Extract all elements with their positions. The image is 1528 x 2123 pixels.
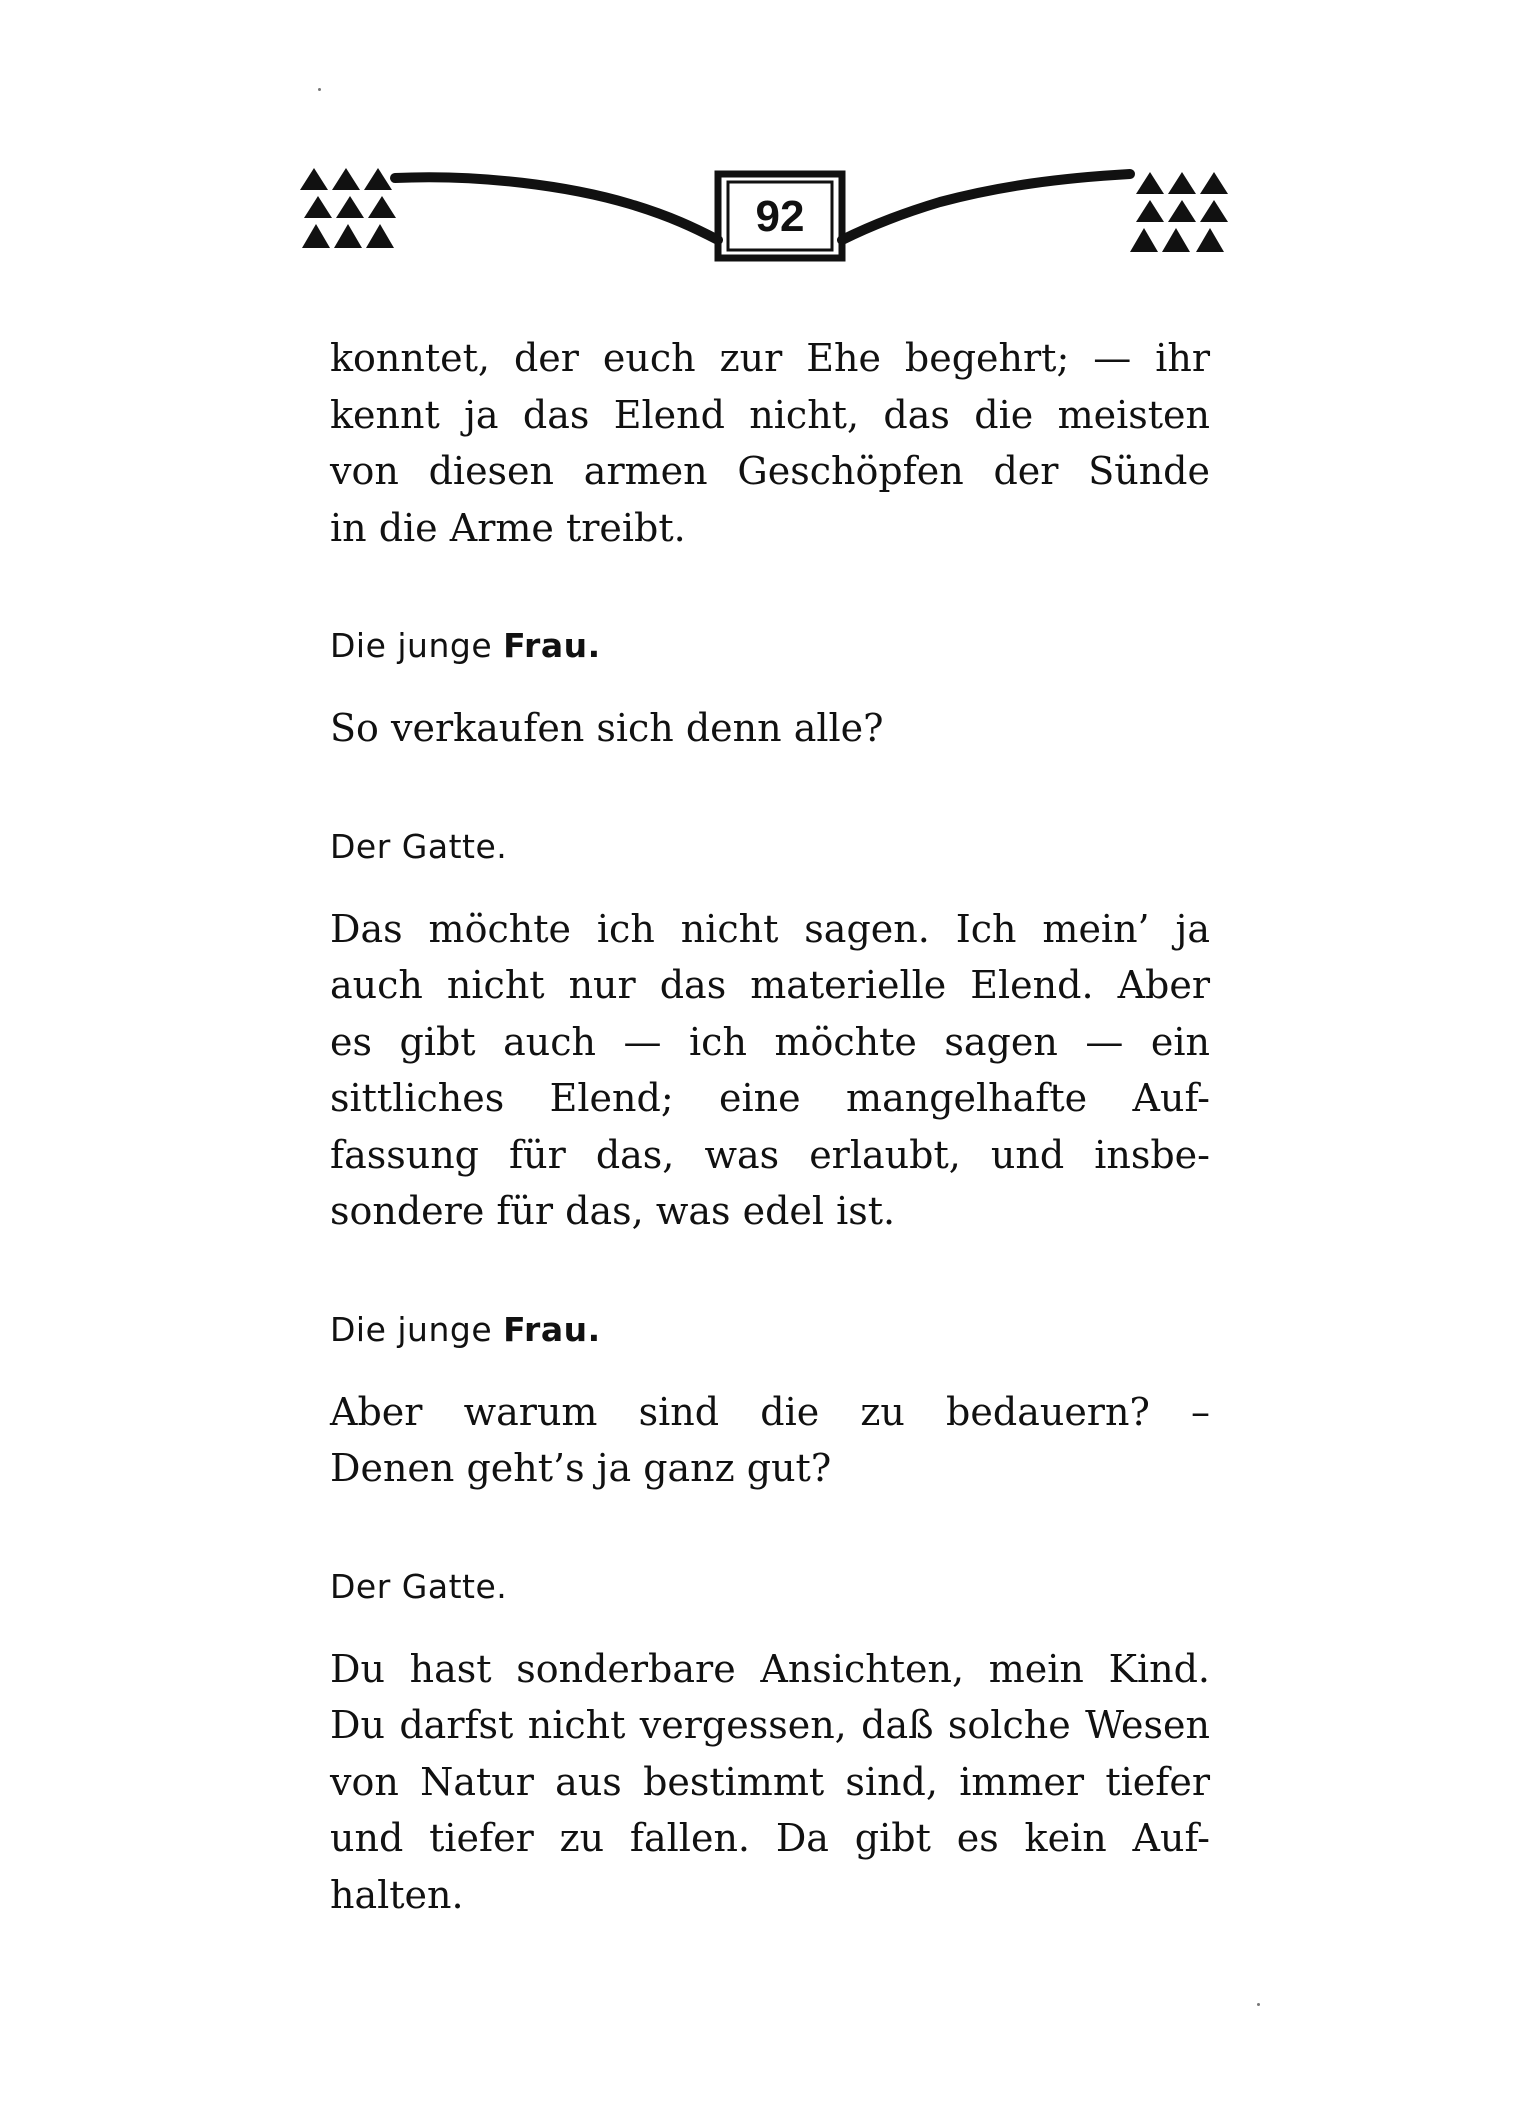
text-line: sittliches Elend; eine mangelhafte Auf-: [330, 1076, 1210, 1120]
speaker-name-part: Der Gatte.: [330, 826, 508, 866]
text-line: Denen geht’s ja ganz gut?: [330, 1446, 832, 1490]
speaker-name: [330, 1567, 1210, 1607]
text-line: von Natur aus bestimmt sind, immer tiefer: [330, 1759, 1210, 1804]
dialogue-text: [330, 901, 1210, 1240]
text-line: halten.: [330, 1872, 464, 1917]
text-line: Du darfst nicht vergessen, daß solche Wesen: [330, 1703, 1210, 1747]
text-line: kennt ja das Elend nicht, das die meisten: [330, 392, 1210, 437]
text-line: von diesen armen Geschöpfen der Sünde: [330, 449, 1210, 493]
page-content: [330, 330, 1210, 1923]
text-line: und tiefer zu fallen. Da gibt es kein Auf-: [330, 1816, 1210, 1860]
speaker-name: [330, 626, 1210, 666]
dialogue-text: [330, 1641, 1210, 1924]
text-line: fassung für das, was erlaubt, und insbe-: [330, 1132, 1210, 1177]
text-line: So verkaufen sich denn alle?: [330, 706, 884, 750]
page-number: 92: [755, 192, 805, 241]
text-line: in die Arme treibt.: [330, 505, 686, 550]
right-triangle-ornament: [1130, 172, 1228, 252]
page-header: [300, 160, 1260, 290]
scan-speck: [318, 88, 321, 91]
speaker-name: [330, 827, 1210, 867]
speaker-name-part: Die junge: [330, 626, 504, 665]
speaker-name: [330, 1310, 1210, 1350]
text-line: konntet, der euch zur Ehe begehrt; — ihr: [330, 336, 1210, 380]
scan-speck: [1257, 2003, 1260, 2006]
speaker-name-part: Der Gatte.: [330, 1566, 508, 1606]
speaker-name-part: Frau.: [503, 626, 601, 665]
text-line: Du hast sonderbare Ansichten, mein Kind.: [330, 1646, 1210, 1691]
text-line: Das möchte ich nicht sagen. Ich mein’ ja: [330, 906, 1210, 951]
dialogue-text: [330, 330, 1210, 556]
text-line: sondere für das, was edel ist.: [330, 1189, 896, 1233]
speaker-name-part: Frau.: [503, 1309, 601, 1349]
dialogue-text: [330, 1384, 1210, 1497]
text-line: es gibt auch — ich möchte sagen — ein: [330, 1019, 1210, 1064]
text-line: Aber warum sind die zu bedauern? –: [330, 1389, 1210, 1434]
speaker-name-part: Die junge: [330, 1309, 504, 1349]
left-triangle-ornament: [300, 168, 396, 248]
text-line: auch nicht nur das materielle Elend. Aber: [330, 963, 1210, 1007]
dialogue-text: [330, 700, 1210, 757]
